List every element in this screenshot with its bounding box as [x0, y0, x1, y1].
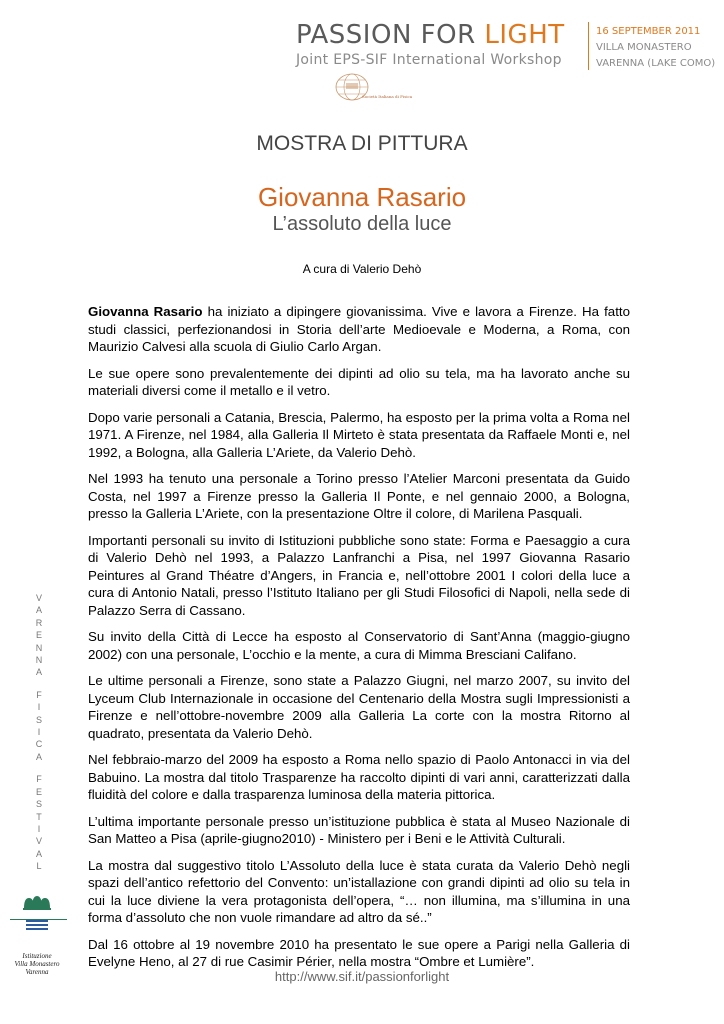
header-divider [588, 22, 589, 70]
body-paragraph [88, 409, 630, 462]
paragraph-text: La mostra dal suggestivo titolo L’Assoluto della luce è stata curata da Valerio Dehò negli spazi dell’antico refettorio del Convento: un’istallazione con grandi dipinti ad olio su tela in cui la luce diviene la vera protagonista dell’opera, “… non illumina, ma s’illumina in una forma d’assoluto che non vuole rimandare ad altro da sé..” [88, 857, 630, 925]
body-paragraph [88, 672, 630, 742]
vertical-word-fisica: F I S I C A [35, 689, 43, 762]
header-meta [596, 24, 715, 72]
header-subtitle: Joint EPS-SIF International Workshop [296, 52, 562, 68]
body-paragraph [88, 628, 630, 663]
body-paragraph [88, 857, 630, 927]
paragraph-bold-lead: Giovanna Rasario [88, 304, 203, 319]
paragraph-text: Nel febbraio-marzo del 2009 ha esposto a Roma nello spazio di Paolo Antonacci in via del Babuino. La mostra dal titolo Trasparenze ha raccolto dipinti di vari anni, caratterizzati dalla fluidità del colore e dalla trasparenza luminosa della materia pittorica. [88, 752, 630, 802]
body-paragraph [88, 365, 630, 400]
institute-line-1: Istituzione [22, 952, 52, 960]
paragraph-text: ha iniziato a dipingere giovanissima. Vive e lavora a Firenze. Ha fatto studi classici, perfezionandosi in Storia dell’arte Medioevale e Moderna, a Roma, con Maurizio Calvesi alla scuola di Giulio Carlo Argan. [88, 304, 630, 354]
event-place: VARENNA (LAKE COMO) [596, 58, 716, 69]
event-venue: VILLA MONASTERO [596, 42, 692, 53]
header-title-highlight: LIGHT [484, 20, 565, 50]
body-paragraph [88, 303, 630, 356]
paragraph-text: Dopo varie personali a Catania, Brescia, Palermo, ha esposto per la prima volta a Roma nel 1971. A Firenze, nel 1984, alla Galleria Il Mirteto è stata presentata da Raffaele Monti e, nel 1992, a Bologna, alla Galleria L’Ariete, da Valerio Dehò. [88, 409, 630, 460]
page-kicker: MOSTRA DI PITTURA [256, 132, 468, 155]
paragraph-text: Nel 1993 ha tenuto una personale a Torino presso l’Atelier Marconi presentata da Guido Costa, nel 1997 a Firenze presso la Galleria Il Ponte, e nel gennaio 2000, a Bologna, presso la Galleria L’Ariete, con la presentazione Oltre il colore, di Marilena Pasquali. [88, 471, 630, 521]
body-paragraph [88, 751, 630, 804]
institute-line-3: Varenna [25, 968, 49, 976]
vertical-word-festival: F E S T I V A L [35, 774, 42, 872]
paragraph-text: Le sue opere sono prevalentemente dei dipinti ad olio su tela, ma ha lavorato anche su materiali diversi come il metallo e il vetro. [88, 365, 630, 398]
paragraph-text: Dal 16 ottobre al 19 novembre 2010 ha presentato le sue opere a Parigi nella Galleria di Evelyne Heno, al 27 di rue Casimir Périer, nella mostra “Ombre et Lumière”. [88, 936, 630, 969]
footer-url[interactable]: http://www.sif.it/passionforlight [274, 969, 450, 984]
header-title [296, 20, 565, 50]
institute-divider [10, 919, 67, 920]
body-paragraph [88, 532, 630, 620]
body-paragraph [88, 936, 630, 971]
vertical-word-varenna: V A R E N N A [35, 593, 43, 678]
paragraph-text: Importanti personali su invito di Istituzioni pubbliche sono state: Forma e Paesaggio a cura di Valerio Dehò nel 1993, a Palazzo Lanfranchi a Pisa, nel 1997 Giovanna Rasario Peintures al Grand Théatre d’Angers, in Francia e, nell’ottobre 2001 I colori della luce a cura di Antonio Natali, presso l’Istituto Italiano per gli Studi Filosofici di Napoli, nella sede di Palazzo Serra di Cassano. [88, 532, 630, 618]
exhibition-title: L’assoluto della luce [272, 213, 452, 235]
paragraph-text: Su invito della Città di Lecce ha esposto al Conservatorio di Sant’Anna (maggio-giugno 2002) con una personale, L’occhio e la mente, a cura di Mimma Bresciani Califano. [88, 629, 630, 662]
logo-caption: Società Italiana di Fisica [362, 94, 413, 99]
paragraph-text: L’ultima importante personale presso un’istituzione pubblica è stata al Museo Nazionale di San Matteo a Pisa (aprile-giugno2010) - Ministero per i Beni e le Attività Culturali. [88, 813, 630, 846]
vertical-festival-label [32, 592, 46, 873]
villa-monastero-logo-icon [22, 894, 52, 934]
body-text [88, 303, 630, 980]
curator-line: A cura di Valerio Dehò [302, 262, 422, 276]
body-paragraph [88, 470, 630, 523]
paragraph-text: Le ultime personali a Firenze, sono state a Palazzo Giugni, nel marzo 2007, su invito del Lyceum Club Internazionale in occasione del Centenario della Mostra sugli Impressionisti a Firenze e nell’ottobre-novembre 2009 alla Galleria La corte con la mostra Ritorno al quadrato, presentata da Valerio Dehò. [88, 673, 630, 741]
body-paragraph [88, 813, 630, 848]
institute-line-2: Villa Monastero [14, 960, 60, 968]
artist-name: Giovanna Rasario [257, 182, 467, 212]
event-date: 16 SEPTEMBER 2011 [596, 26, 701, 37]
header-title-main: PASSION FOR [296, 20, 485, 50]
